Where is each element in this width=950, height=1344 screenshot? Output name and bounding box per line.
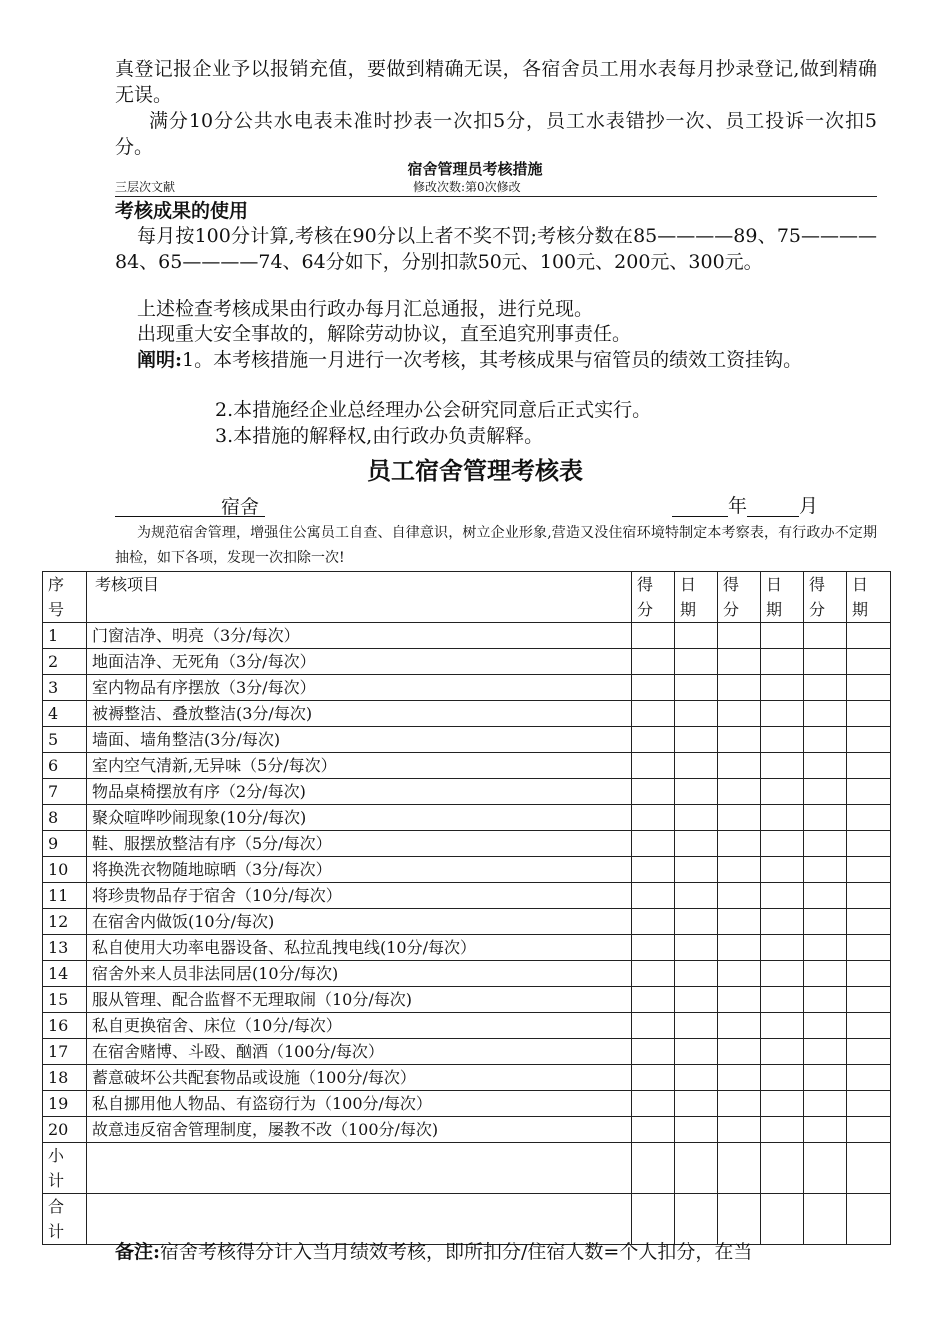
row-number: 3 <box>43 675 87 701</box>
subtotal-row <box>43 1143 891 1194</box>
row-number: 16 <box>43 1013 87 1039</box>
row-date-3-cell[interactable] <box>847 623 891 649</box>
doc-header-right: 修改次数:第0次修改 <box>413 180 521 194</box>
row-date-1-cell[interactable] <box>675 805 718 831</box>
header-no: 序号 <box>43 572 87 623</box>
row-number: 4 <box>43 701 87 727</box>
row-score-2-cell[interactable] <box>718 857 761 883</box>
row-date-2-cell[interactable] <box>761 701 804 727</box>
table-row <box>43 753 891 779</box>
row-number: 19 <box>43 1091 87 1117</box>
row-score-1-cell[interactable] <box>632 779 675 805</box>
row-date-3-cell[interactable] <box>847 753 891 779</box>
table-row <box>43 883 891 909</box>
assessment-table <box>42 571 891 1245</box>
subtotal-date-1[interactable] <box>675 1143 718 1194</box>
row-number: 1 <box>43 623 87 649</box>
row-score-2-cell[interactable] <box>718 675 761 701</box>
month-label: 月 <box>799 495 819 517</box>
row-date-3-cell[interactable] <box>847 961 891 987</box>
row-date-1-cell[interactable] <box>675 649 718 675</box>
header-score-3: 得分 <box>804 572 847 623</box>
row-number: 7 <box>43 779 87 805</box>
row-item: 聚众喧哗吵闹现象(10分/每次) <box>87 805 632 831</box>
results-paragraph-1: 每月按100分计算,考核在90分以上者不奖不罚;考核分数在85————89、75————84、65————74、64分如下，分别扣款50元、100元、200元、300元。 <box>115 225 877 273</box>
results-note-3: 3.本措施的解释权,由行政办负责解释。 <box>215 425 544 447</box>
dorm-blank[interactable] <box>115 496 215 517</box>
row-date-2-cell[interactable] <box>761 675 804 701</box>
row-score-3-cell[interactable] <box>804 1013 847 1039</box>
row-score-1-cell[interactable] <box>632 1117 675 1143</box>
table-row <box>43 857 891 883</box>
row-date-2-cell[interactable] <box>761 857 804 883</box>
row-item: 服从管理、配合监督不无理取闹（10分/每次) <box>87 987 632 1013</box>
row-date-2-cell[interactable] <box>761 623 804 649</box>
row-date-1-cell[interactable] <box>675 1039 718 1065</box>
row-score-2-cell[interactable] <box>718 701 761 727</box>
results-paragraph-3: 出现重大安全事故的，解除劳动协议，直至追究刑事责任。 <box>137 323 632 345</box>
row-date-2-cell[interactable] <box>761 961 804 987</box>
row-date-2-cell[interactable] <box>761 831 804 857</box>
row-score-2-cell[interactable] <box>718 1065 761 1091</box>
table-header-row <box>43 572 891 623</box>
row-date-1-cell[interactable] <box>675 727 718 753</box>
row-score-2-cell[interactable] <box>718 1039 761 1065</box>
row-score-1-cell[interactable] <box>632 727 675 753</box>
row-score-2-cell[interactable] <box>718 909 761 935</box>
header-date-1: 日期 <box>675 572 718 623</box>
row-score-3-cell[interactable] <box>804 883 847 909</box>
row-date-1-cell[interactable] <box>675 987 718 1013</box>
row-date-1-cell[interactable] <box>675 961 718 987</box>
total-score-3[interactable] <box>804 1194 847 1245</box>
table-row <box>43 1117 891 1143</box>
row-item: 将换洗衣物随地晾晒（3分/每次） <box>87 857 632 883</box>
row-number: 10 <box>43 857 87 883</box>
subtotal-score-3[interactable] <box>804 1143 847 1194</box>
row-score-2-cell[interactable] <box>718 727 761 753</box>
subtotal-date-2[interactable] <box>761 1143 804 1194</box>
table-row <box>43 805 891 831</box>
table-body <box>43 623 891 1143</box>
row-date-3-cell[interactable] <box>847 675 891 701</box>
doc-header-left: 三层次文献 <box>115 180 176 194</box>
row-number: 17 <box>43 1039 87 1065</box>
row-date-3-cell[interactable] <box>847 909 891 935</box>
total-cell[interactable] <box>87 1194 632 1245</box>
row-score-2-cell[interactable] <box>718 831 761 857</box>
row-score-3-cell[interactable] <box>804 987 847 1013</box>
row-date-1-cell[interactable] <box>675 883 718 909</box>
row-item: 私自使用大功率电器设备、私拉乱拽电线(10分/每次） <box>87 935 632 961</box>
row-item: 宿舍外来人员非法同居(10分/每次) <box>87 961 632 987</box>
row-date-1-cell[interactable] <box>675 857 718 883</box>
row-item: 室内空气清新,无异味（5分/每次） <box>87 753 632 779</box>
header-divider <box>115 196 877 197</box>
table-row <box>43 649 891 675</box>
total-score-1[interactable] <box>632 1194 675 1245</box>
row-item: 在宿舍内做饭(10分/每次) <box>87 909 632 935</box>
row-item: 地面洁净、无死角（3分/每次） <box>87 649 632 675</box>
row-item: 将珍贵物品存于宿舍（10分/每次） <box>87 883 632 909</box>
row-score-3-cell[interactable] <box>804 753 847 779</box>
total-date-3[interactable] <box>847 1194 891 1245</box>
form-title: 员工宿舍管理考核表 <box>367 456 583 485</box>
intro-paragraph-1: 真登记报企业予以报销充值，要做到精确无误，各宿舍员工用水表每月抄录登记,做到精确无误。 <box>115 58 877 106</box>
row-score-3-cell[interactable] <box>804 1091 847 1117</box>
month-blank[interactable] <box>747 496 799 517</box>
row-score-1-cell[interactable] <box>632 909 675 935</box>
row-date-3-cell[interactable] <box>847 1091 891 1117</box>
row-score-1-cell[interactable] <box>632 961 675 987</box>
row-number: 11 <box>43 883 87 909</box>
row-date-3-cell[interactable] <box>847 727 891 753</box>
subtotal-date-3[interactable] <box>847 1143 891 1194</box>
row-date-2-cell[interactable] <box>761 1013 804 1039</box>
subtotal-label: 小计 <box>43 1143 87 1194</box>
row-date-1-cell[interactable] <box>675 831 718 857</box>
row-item: 私自挪用他人物品、有盗窃行为（100分/每次） <box>87 1091 632 1117</box>
row-date-2-cell[interactable] <box>761 1091 804 1117</box>
table-row <box>43 727 891 753</box>
row-date-1-cell[interactable] <box>675 1117 718 1143</box>
row-number: 8 <box>43 805 87 831</box>
row-number: 20 <box>43 1117 87 1143</box>
subtotal-score-2[interactable] <box>718 1143 761 1194</box>
row-score-3-cell[interactable] <box>804 1065 847 1091</box>
header-item: 考核项目 <box>87 572 632 623</box>
table-row <box>43 1039 891 1065</box>
row-item: 物品桌椅摆放有序（2分/每次) <box>87 779 632 805</box>
note-label: 阐明: <box>137 349 183 371</box>
row-date-3-cell[interactable] <box>847 883 891 909</box>
row-score-1-cell[interactable] <box>632 675 675 701</box>
row-date-2-cell[interactable] <box>761 649 804 675</box>
row-date-1-cell[interactable] <box>675 909 718 935</box>
row-score-1-cell[interactable] <box>632 1091 675 1117</box>
results-paragraph-2: 上述检查考核成果由行政办每月汇总通报，进行兑现。 <box>137 298 594 320</box>
row-number: 14 <box>43 961 87 987</box>
row-date-2-cell[interactable] <box>761 779 804 805</box>
row-score-2-cell[interactable] <box>718 623 761 649</box>
row-date-3-cell[interactable] <box>847 701 891 727</box>
row-number: 2 <box>43 649 87 675</box>
row-item: 鞋、服摆放整洁有序（5分/每次） <box>87 831 632 857</box>
row-item: 私自更换宿舍、床位（10分/每次） <box>87 1013 632 1039</box>
total-date-1[interactable] <box>675 1194 718 1245</box>
row-date-3-cell[interactable] <box>847 649 891 675</box>
row-date-3-cell[interactable] <box>847 935 891 961</box>
row-date-3-cell[interactable] <box>847 779 891 805</box>
table-row <box>43 675 891 701</box>
row-number: 18 <box>43 1065 87 1091</box>
row-date-2-cell[interactable] <box>761 987 804 1013</box>
row-number: 9 <box>43 831 87 857</box>
row-date-1-cell[interactable] <box>675 753 718 779</box>
table-row <box>43 779 891 805</box>
row-date-2-cell[interactable] <box>761 909 804 935</box>
row-score-3-cell[interactable] <box>804 935 847 961</box>
row-date-2-cell[interactable] <box>761 935 804 961</box>
row-score-2-cell[interactable] <box>718 935 761 961</box>
row-date-1-cell[interactable] <box>675 1013 718 1039</box>
row-score-1-cell[interactable] <box>632 857 675 883</box>
row-item: 室内物品有序摆放（3分/每次） <box>87 675 632 701</box>
row-score-2-cell[interactable] <box>718 883 761 909</box>
row-number: 12 <box>43 909 87 935</box>
form-description: 为规范宿舍管理，增强住公寓员工自查、自律意识，树立企业形象,营造又没住宿环境特制定本考察表，有行政办不定期抽检，如下各项，发现一次扣除一次! <box>115 525 877 566</box>
subtotal-cell[interactable] <box>87 1143 632 1194</box>
row-score-2-cell[interactable] <box>718 779 761 805</box>
table-row <box>43 987 891 1013</box>
header-date-3: 日期 <box>847 572 891 623</box>
row-item: 在宿舍赌博、斗殴、酗酒（100分/每次） <box>87 1039 632 1065</box>
row-score-1-cell[interactable] <box>632 649 675 675</box>
row-score-3-cell[interactable] <box>804 701 847 727</box>
row-date-1-cell[interactable] <box>675 675 718 701</box>
row-score-3-cell[interactable] <box>804 961 847 987</box>
date-field <box>672 495 818 519</box>
row-date-2-cell[interactable] <box>761 753 804 779</box>
row-date-1-cell[interactable] <box>675 701 718 727</box>
row-number: 15 <box>43 987 87 1013</box>
row-date-2-cell[interactable] <box>761 883 804 909</box>
total-label: 合计 <box>43 1194 87 1245</box>
remark <box>115 1239 877 1265</box>
row-score-1-cell[interactable] <box>632 1065 675 1091</box>
row-score-3-cell[interactable] <box>804 623 847 649</box>
results-heading: 考核成果的使用 <box>115 200 249 222</box>
row-score-3-cell[interactable] <box>804 675 847 701</box>
row-date-1-cell[interactable] <box>675 1091 718 1117</box>
dorm-field <box>115 495 265 519</box>
dorm-label: 宿舍 <box>215 496 265 517</box>
row-number: 5 <box>43 727 87 753</box>
year-label: 年 <box>728 495 748 517</box>
row-number: 13 <box>43 935 87 961</box>
row-date-2-cell[interactable] <box>761 1065 804 1091</box>
row-number: 6 <box>43 753 87 779</box>
row-score-1-cell[interactable] <box>632 701 675 727</box>
row-date-3-cell[interactable] <box>847 857 891 883</box>
results-note-2: 2.本措施经企业总经理办公会研究同意后正式实行。 <box>215 399 652 421</box>
row-score-3-cell[interactable] <box>804 779 847 805</box>
row-score-3-cell[interactable] <box>804 831 847 857</box>
note-1-text: 1。本考核措施一月进行一次考核，其考核成果与宿管员的绩效工资挂钩。 <box>182 349 803 371</box>
table-row <box>43 909 891 935</box>
row-date-1-cell[interactable] <box>675 1065 718 1091</box>
row-score-1-cell[interactable] <box>632 805 675 831</box>
row-date-2-cell[interactable] <box>761 1117 804 1143</box>
row-score-2-cell[interactable] <box>718 1091 761 1117</box>
total-date-2[interactable] <box>761 1194 804 1245</box>
row-score-1-cell[interactable] <box>632 883 675 909</box>
row-item: 被褥整洁、叠放整洁(3分/每次) <box>87 701 632 727</box>
table-row <box>43 831 891 857</box>
header-score-1: 得分 <box>632 572 675 623</box>
header-date-2: 日期 <box>761 572 804 623</box>
table-row <box>43 623 891 649</box>
results-note-1 <box>115 347 877 373</box>
table-row <box>43 1013 891 1039</box>
total-row <box>43 1194 891 1245</box>
row-date-2-cell[interactable] <box>761 727 804 753</box>
remark-label: 备注: <box>115 1241 161 1263</box>
row-item: 门窗洁净、明亮（3分/每次） <box>87 623 632 649</box>
table-row <box>43 961 891 987</box>
row-date-2-cell[interactable] <box>761 1039 804 1065</box>
row-date-3-cell[interactable] <box>847 1013 891 1039</box>
row-score-3-cell[interactable] <box>804 727 847 753</box>
subtotal-score-1[interactable] <box>632 1143 675 1194</box>
table-row <box>43 935 891 961</box>
row-date-3-cell[interactable] <box>847 831 891 857</box>
row-score-3-cell[interactable] <box>804 649 847 675</box>
row-date-3-cell[interactable] <box>847 1065 891 1091</box>
row-date-3-cell[interactable] <box>847 805 891 831</box>
row-date-3-cell[interactable] <box>847 1117 891 1143</box>
intro-paragraph-2: 满分10分公共水电表未准时抄表一次扣5分，员工水表错抄一次、员工投诉一次扣5分。 <box>115 110 877 158</box>
doc-header-title: 宿舍管理员考核措施 <box>407 160 543 178</box>
row-date-3-cell[interactable] <box>847 1039 891 1065</box>
row-score-1-cell[interactable] <box>632 1039 675 1065</box>
row-score-3-cell[interactable] <box>804 857 847 883</box>
table-row <box>43 1091 891 1117</box>
row-item: 蓄意破坏公共配套物品或设施（100分/每次） <box>87 1065 632 1091</box>
row-score-3-cell[interactable] <box>804 1039 847 1065</box>
row-score-1-cell[interactable] <box>632 623 675 649</box>
row-date-2-cell[interactable] <box>761 805 804 831</box>
row-score-2-cell[interactable] <box>718 1013 761 1039</box>
row-score-3-cell[interactable] <box>804 1117 847 1143</box>
row-date-1-cell[interactable] <box>675 935 718 961</box>
year-blank[interactable] <box>672 496 728 517</box>
row-score-1-cell[interactable] <box>632 935 675 961</box>
header-score-2: 得分 <box>718 572 761 623</box>
total-score-2[interactable] <box>718 1194 761 1245</box>
table-row <box>43 701 891 727</box>
row-score-2-cell[interactable] <box>718 753 761 779</box>
row-date-1-cell[interactable] <box>675 779 718 805</box>
row-score-2-cell[interactable] <box>718 987 761 1013</box>
row-score-3-cell[interactable] <box>804 805 847 831</box>
row-score-1-cell[interactable] <box>632 753 675 779</box>
row-item: 故意违反宿舍管理制度，屡教不改（100分/每次) <box>87 1117 632 1143</box>
remark-text: 宿舍考核得分计入当月绩效考核，即所扣分/住宿人数=个人扣分，在当 <box>160 1241 753 1263</box>
row-score-2-cell[interactable] <box>718 1117 761 1143</box>
row-item: 墙面、墙角整洁(3分/每次) <box>87 727 632 753</box>
row-date-1-cell[interactable] <box>675 623 718 649</box>
row-score-3-cell[interactable] <box>804 909 847 935</box>
row-score-1-cell[interactable] <box>632 987 675 1013</box>
row-score-2-cell[interactable] <box>718 961 761 987</box>
row-score-2-cell[interactable] <box>718 649 761 675</box>
row-date-3-cell[interactable] <box>847 987 891 1013</box>
row-score-2-cell[interactable] <box>718 805 761 831</box>
table-row <box>43 1065 891 1091</box>
row-score-1-cell[interactable] <box>632 831 675 857</box>
row-score-1-cell[interactable] <box>632 1013 675 1039</box>
